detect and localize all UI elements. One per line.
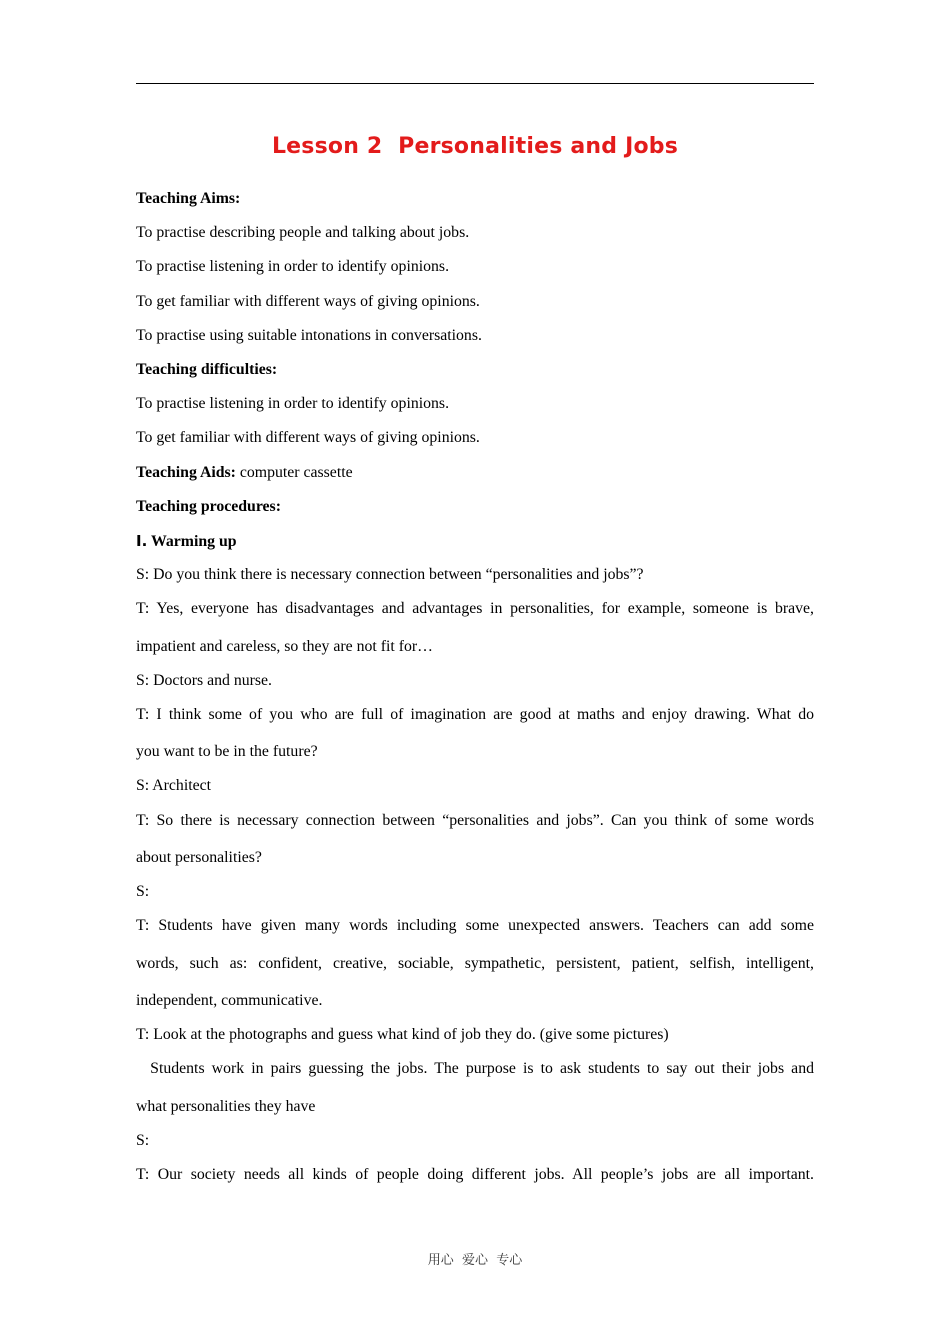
- dialogue-line: words, such as: confident, creative, sociable, sympathetic, persistent, patient, selfish, intelligent,: [136, 954, 814, 972]
- aim-item: To practise describing people and talking about jobs.: [136, 224, 470, 242]
- dialogue-line: S: Doctors and nurse.: [136, 671, 273, 689]
- section-heading-warming-up: [136, 529, 814, 563]
- page-footer: 用心 爱心 专心: [427, 1253, 523, 1268]
- section-numeral: Ⅰ.: [136, 531, 148, 550]
- dialogue-line: you want to be in the future?: [136, 743, 318, 761]
- section-title: Warming up: [147, 532, 237, 550]
- difficulty-item: To get familiar with different ways of giving opinions.: [136, 429, 480, 447]
- dialogue-line: T: So there is necessary connection between “personalities and jobs”. Can you think of some words: [136, 811, 814, 829]
- aim-item: To get familiar with different ways of giving opinions.: [136, 292, 480, 310]
- dialogue-line: what personalities they have: [136, 1097, 316, 1115]
- dialogue-line: T: Students have given many words including some unexpected answers. Teachers can add some: [136, 917, 814, 935]
- dialogue-line: independent, communicative.: [136, 991, 323, 1009]
- dialogue-line: T: Look at the photographs and guess what kind of job they do. (give some pictures): [136, 1026, 669, 1044]
- difficulties-heading: Teaching difficulties:: [136, 360, 278, 378]
- dialogue-line: S:: [136, 1131, 150, 1149]
- header-rule: [136, 83, 814, 84]
- dialogue-line: T: Our society needs all kinds of people doing different jobs. All people’s jobs are all important.: [136, 1165, 814, 1183]
- document-body: [136, 187, 814, 1200]
- dialogue: [136, 563, 814, 1200]
- difficulty-item: To practise listening in order to identify opinions.: [136, 395, 450, 413]
- aids-label: Teaching Aids:: [136, 463, 236, 481]
- dialogue-line: T: Yes, everyone has disadvantages and advantages in personalities, for example, someone is brave,: [136, 600, 814, 618]
- aids-line: [136, 461, 814, 495]
- aims-heading: Teaching Aims:: [136, 190, 241, 207]
- dialogue-line: S:: [136, 883, 150, 901]
- dialogue-line: S: Do you think there is necessary connection between “personalities and jobs”?: [136, 566, 644, 584]
- page-title: Lesson 2 Personalities and Jobs: [271, 134, 679, 159]
- aim-item: To practise listening in order to identify opinions.: [136, 258, 450, 276]
- dialogue-line: impatient and careless, so they are not fit for…: [136, 637, 433, 655]
- dialogue-line: S: Architect: [136, 777, 212, 795]
- aids-value: computer cassette: [235, 463, 353, 481]
- aim-item: To practise using suitable intonations in conversations.: [136, 326, 482, 344]
- dialogue-line: Students work in pairs guessing the jobs. The purpose is to ask students to say out their jobs and: [136, 1060, 814, 1078]
- dialogue-line: about personalities?: [136, 848, 262, 866]
- procedures-heading: Teaching procedures:: [136, 497, 281, 515]
- dialogue-line: T: I think some of you who are full of imagination are good at maths and enjoy drawing. What do: [136, 705, 814, 723]
